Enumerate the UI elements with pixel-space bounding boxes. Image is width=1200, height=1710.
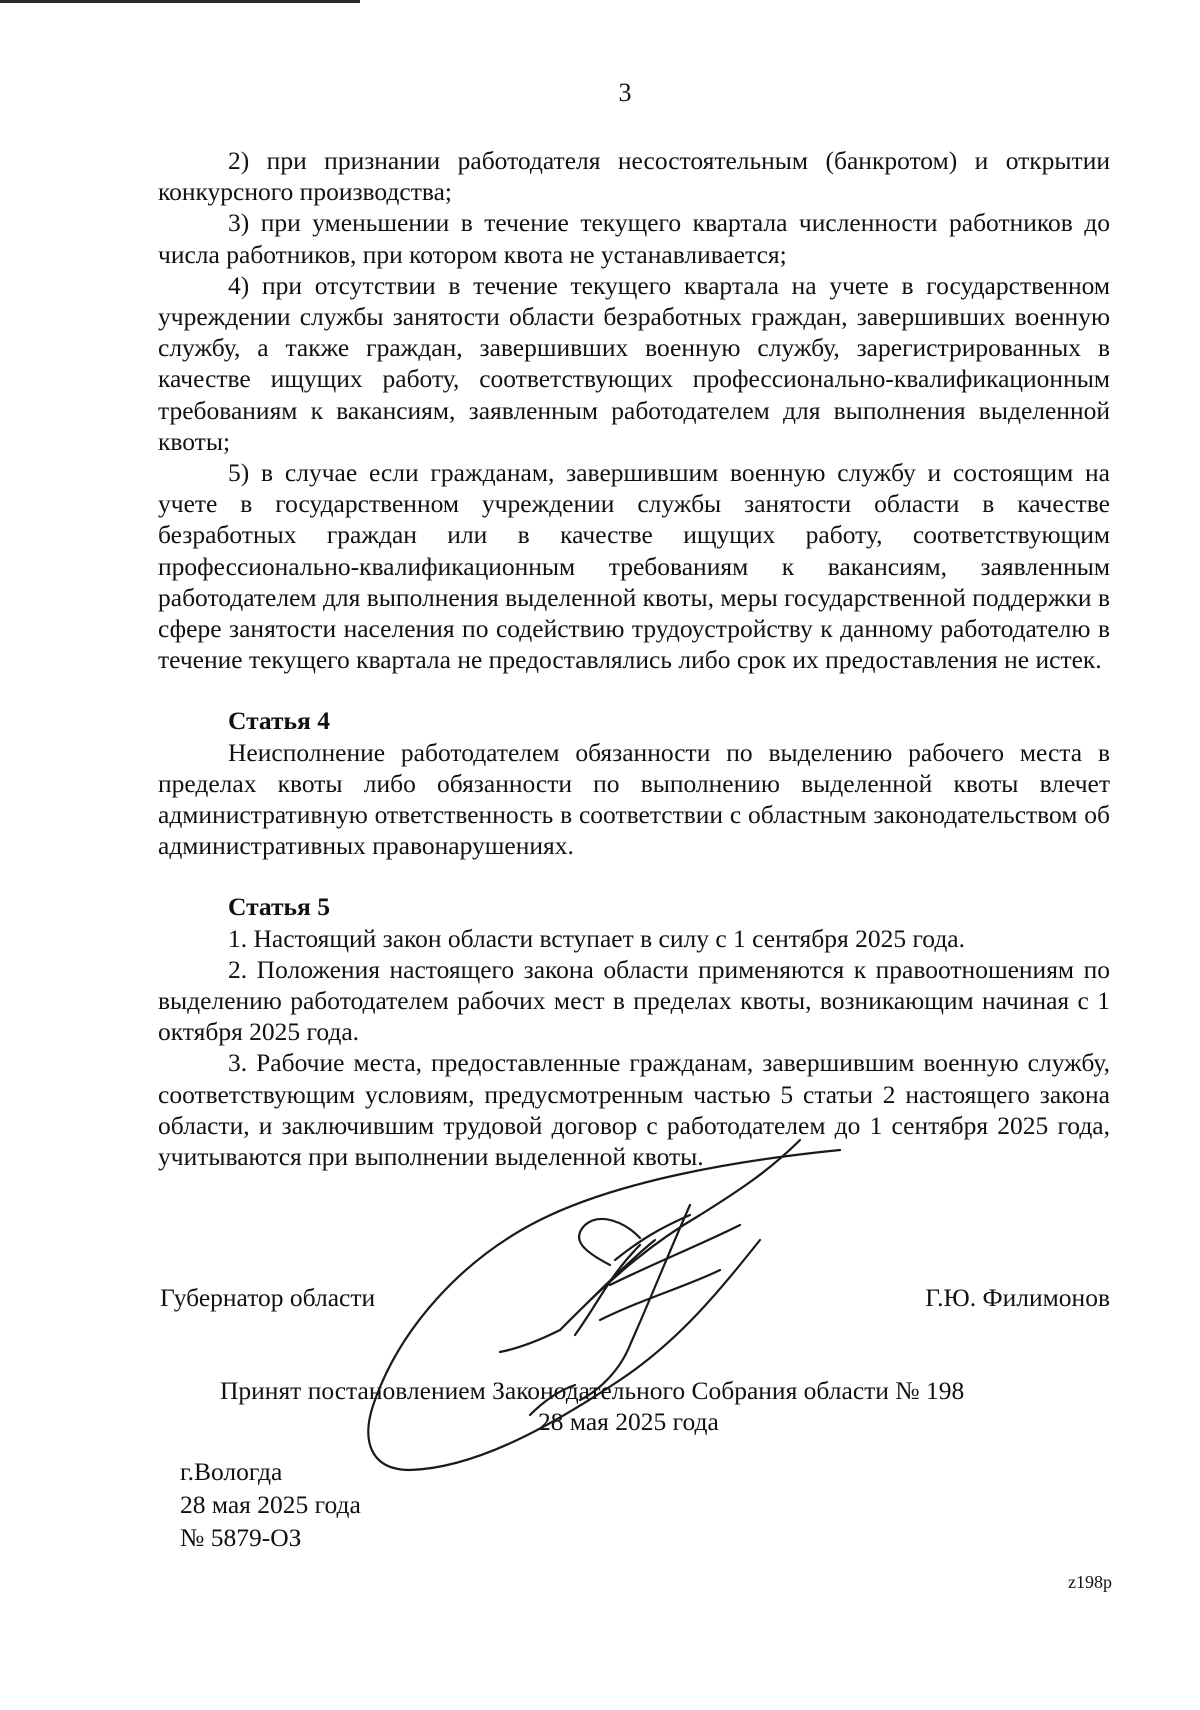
- signatory-position: Губернатор области: [160, 1283, 376, 1312]
- article-5-part-3: 3. Рабочие места, предоставленные гражданам, завершившим военную службу, соответствующим условиям, предусмотренным частью 5 статьи 2 настоящего закона области, и заключившим трудовой договор с работодателем до 1 сентября 2025 года, учитываются при выполнении выделенной квоты.: [158, 1048, 1110, 1172]
- place-date-number: [180, 1455, 361, 1554]
- article-5-part-2: 2. Положения настоящего закона области применяются к правоотношениям по выделению работодателем рабочих мест в пределах квоты, возникающим начиная с 1 октября 2025 года.: [158, 954, 1110, 1047]
- article-4-text: Неисполнение работодателем обязанности по выделению рабочего места в пределах квоты либо обязанности по выполнению выделенной квоты влечет административную ответственность в соответствии с областным законодательством об административных правонарушениях.: [158, 737, 1110, 861]
- signatory-name: Г.Ю. Филимонов: [925, 1283, 1110, 1312]
- clause-5: 5) в случае если гражданам, завершившим военную службу и состоящим на учете в государственном учреждении службы занятости области в качестве безработных граждан или в качестве ищущих работу, соответствующим профессионально-квалификационным требованиям к вакансиям, заявленным работодателем для выполнения выделенной квоты, меры государственной поддержки в сфере занятости населения по содействию трудоустройству к данному работодателю в течение текущего квартала не предоставлялись либо срок их предоставления не истек.: [158, 458, 1110, 675]
- page-number: 3: [618, 78, 632, 107]
- clause-2: 2) при признании работодателя несостоятельным (банкротом) и открытии конкурсного производства;: [158, 146, 1110, 207]
- law-number: № 5879-ОЗ: [180, 1523, 302, 1552]
- document-body: [158, 145, 1110, 1172]
- document-code: z198p: [1068, 1572, 1112, 1592]
- adoption-note: [220, 1375, 1120, 1437]
- adoption-line-2: 28 мая 2025 года: [538, 1407, 719, 1436]
- article-5-part-1: 1. Настоящий закон области вступает в силу с 1 сентября 2025 года.: [228, 923, 965, 953]
- adoption-line-1: Принят постановлением Законодательного Собрания области № 198: [220, 1376, 965, 1405]
- clause-3: 3) при уменьшении в течение текущего квартала численности работников до числа работников, при котором квота не устанавливается;: [158, 208, 1110, 269]
- article-4-heading: Статья 4: [228, 706, 330, 736]
- clause-4: 4) при отсутствии в течение текущего квартала на учете в государственном учреждении службы занятости области безработных граждан, завершивших военную службу, а также граждан, завершивших военную службу, зарегистрированных в качестве ищущих работу, соответствующих профессионально-квалификационным требованиям к вакансиям, заявленным работодателем для выполнения выделенной квоты;: [158, 270, 1110, 456]
- scan-edge-line: [0, 0, 360, 3]
- place-city: г.Вологда: [180, 1457, 283, 1486]
- place-date: 28 мая 2025 года: [180, 1490, 361, 1519]
- article-5-heading: Статья 5: [228, 892, 330, 922]
